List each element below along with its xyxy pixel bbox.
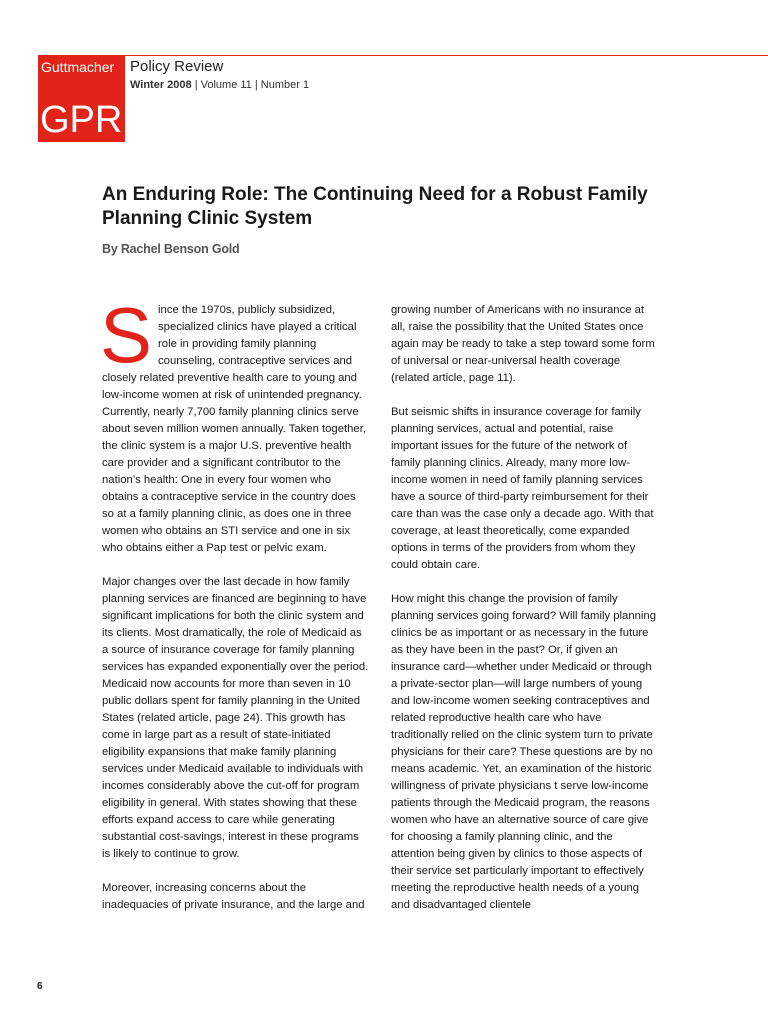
page-number: 6 [37,981,43,992]
paragraph: growing number of Americans with no insurance at all, raise the possibility that the United States once again may be ready to take a step toward some form of universal or near-universal health coverage (related article, page 11). [391,304,655,384]
logo-letters: GPR [40,99,123,141]
paragraph: Moreover, increasing concerns about the inadequacies of private insurance, and the large and [102,882,365,911]
logo-publisher-name: Guttmacher [41,59,115,75]
journal-title: Policy Review [130,58,224,75]
issue-volume-number: | Volume 11 | Number 1 [191,79,310,91]
issue-info [130,78,309,92]
text-column-left [100,291,370,931]
header-rule [125,55,768,56]
paragraph [100,291,370,557]
paragraph: But seismic shifts in insurance coverage for family planning services, actual and potential, raise important issues for the future of the network of family planning clinics. Already, many more low-income women in need of family planning services have a source of third-party reimbursement for their care than was the case only a decade ago. With that coverage, at least theoretically, come expanded options in terms of the providers from whom they could obtain care. [391,406,654,571]
drop-cap: S [100,291,153,379]
text-column-right [391,302,659,931]
gpr-logo [38,55,125,142]
paragraph: Major changes over the last decade in how family planning services are financed are beginning to have significant implications for both the clinic system and its clients. Most dramatically, the role of Medicaid as a source of insurance coverage for family planning services has expanded exponentially over the period. Medicaid now accounts for more than seven in 10 public dollars spent for family planning in the United States (related article, page 24). This growth has come in large part as a result of state-initiated eligibility expansions that make family planning services under Medicaid available to individuals with incomes considerably above the cut-off for program eligibility in general. With states showing that these efforts expand access to care while generating substantial cost-savings, interest in these programs is likely to continue to grow. [102,576,369,860]
paragraph-text: ince the 1970s, publicly subsidized, specialized clinics have played a critical role in providing family planning counseling, contraceptive services and closely related preventive health care to young and low-income women at risk of unintended pregnancy. Currently, nearly 7,700 family planning clinics serve about seven million women annually. Taken together, the clinic system is a major U.S. preventive health care provider and a significant contributor to the nation’s health: One in every four women who obtains a contraceptive service in the country does so at a family planning clinic, as does one in three women who obtains an STI service and one in six who obtains either a Pap test or pelvic exam. [102,304,366,554]
paragraph: How might this change the provision of family planning services going forward? Will family planning clinics be as important or as necessary in the future as they have been in the past? Or, if given an insurance card—whether under Medicaid or through a private-sector plan—will large numbers of young and low-income women seeking contraceptives and related reproductive health care who have traditionally relied on the clinic system turn to private physicians for their care? These questions are by no means academic. Yet, an examination of the historic willingness of private physicians t serve low-income patients through the Medicaid program, the reasons women who have an alternative source of care give for choosing a family planning clinic, and the attention being given by clinics to those aspects of their service set particularly important to effectively meeting the reproductive health needs of a young and disadvantaged clientele [391,593,656,911]
issue-season: Winter 2008 [130,79,192,91]
article-title: An Enduring Role: The Continuing Need for a Robust Family Planning Clinic System [102,184,648,229]
article-byline: By Rachel Benson Gold [102,242,240,256]
